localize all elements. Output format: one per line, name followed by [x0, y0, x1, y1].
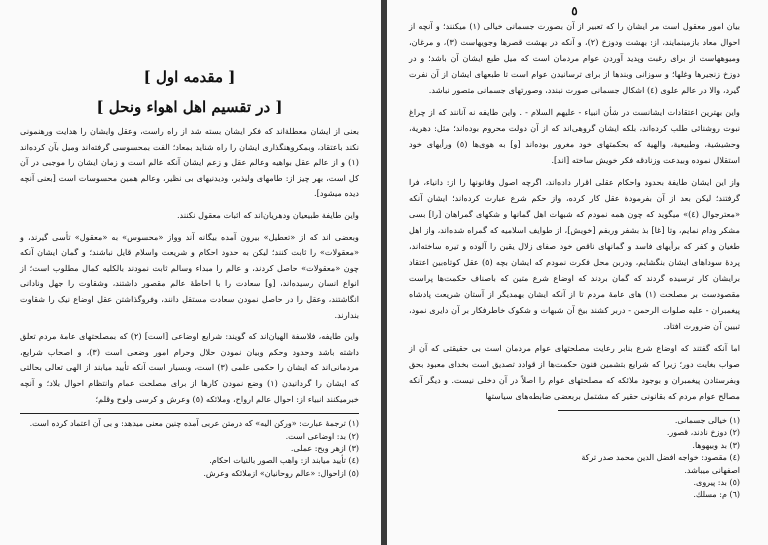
page-number: ٥ — [571, 4, 578, 18]
left-page — [0, 0, 381, 545]
paragraph: واز این ایشان طایفة بحدود واحکام عقلی اقرار داده‌اند، اگرچه اصول وقانونها را از: دانیاء، فرا گرفتند؛ لیکن بعد از آن بفرمودة عقل کار کرده، واز حکم شرع عبارت کرده‌اند؛ ایشان آنکه «معترجوال (٤)» میگوید که چون همه نمودم که شبهات اهل گمانها و شکهای گمراهان [را] بسی مشکر ودام نمایم، وتا [غا] بذ بشفر وربفم [خویش]، از طوایف اسلامیه که گمراه شده‌اند، واز اهل طغیان و کفر که برأیهای فاسد و گمانهای ناقص خود صفای زلال یقین را آلوده و تیره ساخته‌اند، پردهٔ سوداهای ایشان بنگشایم، ودربن محل فکرت نمودم که ایشان بچه (٥) عقل کوتاه‌بین اعتقاد برایشان کار ترسیده گردند که گمان بردند که اوضاع شرع متین که باصناف حکمت‌ها پراست مقصودست بر مصلحت (١) های عامهٔ مردم تا از آنکه ایشان بهمدیگر از آستان شریعت پادشاه پیغمبران - علیه صلوات الرحمن - دربر کشند بیخ آن شبهات و شکوک خاطرفکار بر آن دایری نمود، تبیین آن ضرورت افتاد. — [409, 177, 740, 331]
paragraph: اما آنکه گفتند که اوضاع شرع بنابر رعایت مصلحتهای عوام مردمان است بی حقیقتی که آن از صواب بغایت دور؛ زیرا که شرایع بتشمین فنون حکمت‌ها از قوادد تصدیق است بخدای معبود بحق وبفرستادن پیغمبران و بوجود ملائکه که مصلحتهای عوام را اصلاً در آن دخلی نیست. و دیگر آنکه مصالح عوام مردم که بقانونی حقیر که مشتمل بربعضی ضابطه‌های سیاستها — [409, 343, 740, 401]
footnote: (٢) بد: اوضاعی است. — [285, 431, 359, 441]
footnote: (١) خیالی جسمانی. — [674, 416, 740, 425]
footnotes — [558, 410, 740, 502]
footnotes — [20, 413, 359, 480]
paragraph: وبعضی اند که از «تعطیل» بیرون آمده بیگانه آند وواز «محسوس» به «معقول» تأسی گیرند، و «معقولات» را ثابت کنند؛ لیکن به حدود احکام و شریعت واسلام قایل نباشند؛ و گمان ایشان آنکه چون «معقولات» حاصل کردند، و عالم را مبداء وسالم ثابت نمودند بالکلیه کمال مطلوب است؛ از انواع انسان رسیده‌اند، [و] سعادت را با احاطهٔ عالم مقصور داشتند، وشقاوت را جهل ونادانی انگاشتند، وعقل را در حاصل نمودن سعادت مستقل دانند، وفروگذاشتن عقل اوضاع نیک را شقاوت بندارند. — [20, 231, 359, 320]
footnote: (٣) بد وبیهوها. — [692, 440, 740, 450]
footnote: (٣) ازهر وبح: عملی. — [290, 443, 359, 453]
footnote: (٤) مقصود: خواجه افضل الدین محمد صدر ترکة اصفهانی میباشد. — [581, 453, 740, 475]
section-subtitle: [ در تقسیم اهل اهواء ونحل ] — [96, 98, 283, 116]
paragraph: واین طایفه، فلاسفة الهیان‌اند که گویند: شرایع اوضاعی [است] (٢) که بمصلحتهای عامهٔ مردم تعلق داشته باشد وحدود وحکم وبیان نمودن حلال وحرام امور وضعی است (٣)، و اصحاب شرایع، مردمانی‌اند که ایشان را حکمی علمی (٣) است، وبسیار است آنکه تأیید میابند از الهی تعالی بحالتی که ایشان را گردانیدن (١) وضع نمودن کارها از برای مصلحت عمام وانتظام احوال بلاد؛ و آنچه خبرمیکنند انبیاء از: احوال عالم ارواح، وملائکه (٥) وعرش و کرسی ولوح وقلم؛ — [20, 331, 359, 404]
footnote: (٥) ازاحوال: «عالم روحانیان» ازملائکه وعرش. — [203, 468, 359, 478]
footnote: (٥) بد: پیروی. — [693, 478, 740, 488]
paragraph: بعنی از ایشان معطلة‌اند که فکر ایشان بسته شد از راه راست، وعقل وایشان را هدایت ورهنمونی نکند باعتقاد، وبمکروهنگذاری ایشان را راه شناید بمعاد؛ الفت بمحسوسی گرفته‌اند ومیل بآن کرده‌اند (١) و از عالم عقل بواهیه وعالم عقل و زعم ایشان آنکه عالم است و زمان ایشان را موجبی در آن کل است، بهر چیز از: طامهای ولیذیر، ودیدنیهای بی نظیر، وعالم همین محسوسات است [بعنی آنچه دیده میشود]. — [20, 126, 359, 199]
footnote: (٢) دوزخ نادند، قصور. — [666, 428, 740, 438]
left-body — [20, 124, 359, 407]
right-body — [409, 18, 740, 404]
paragraph: واین بهترین اعتقادات ایشانست در شأن انبیاء - علیهم السلام - . واین طایفه نه آنانند که از چراغ نبوت روشنائی طلب کرده‌اند، بلکه ایشان گروهی‌اند که از آن دولت محروم بوده‌اند؛ مثل: دهریة، وحشیشیة، وطبیعیة، والهیة که بحکمتهای خود مغرور بوده‌اند [و] به هوی‌ها (٥) ورأیهای خود استقلال نموده وبیدعت وزنادقه فکر خویش ساخته [اند]. — [409, 107, 740, 165]
footnote: (١) ترجمهٔ عبارت: «وركن اليه» كه درمتن عربی آمده چنین معنی میدهد: و بی آن اعتماد کرده است. — [29, 419, 359, 429]
footnote: (٦) م: مسلك. — [693, 490, 740, 500]
right-page — [387, 0, 768, 545]
paragraph: واین طایفة طبیعیان ودهریان‌اند که اثبات معقول نکنند. — [176, 209, 359, 220]
footnote: (٤) تأیید میابند از: واهب الصور بالنیات احکام. — [209, 456, 359, 466]
section-title: [ مقدمه اول ] — [143, 68, 236, 86]
paragraph: بیان امور معقول است مر ایشان را که تعبیر از آن بصورت جسمانی خیالی (١) میکنند؛ و آنچه از احوال معاد بازمینمایند، از: بهشت ودوزخ (٢)، و آنکه در بهشت قصرها وجویهاست (٣)، و مرغان، ومیوههاست از برای رغبت وپدید آوردن عوام مردمان است که میل طبع ایشان آن باشد؛ و در دوزخ زنجیرها وغلها؛ و سوزانی وبندها از برای ترسانیدن عوام است تا طبعهای ایشان از آن نفرت گیرد، والا در عالم علوی (٤) اشکال جسمانی صورت نبندد، وصورتهای جسمانی متصور نباشد. — [409, 21, 740, 95]
